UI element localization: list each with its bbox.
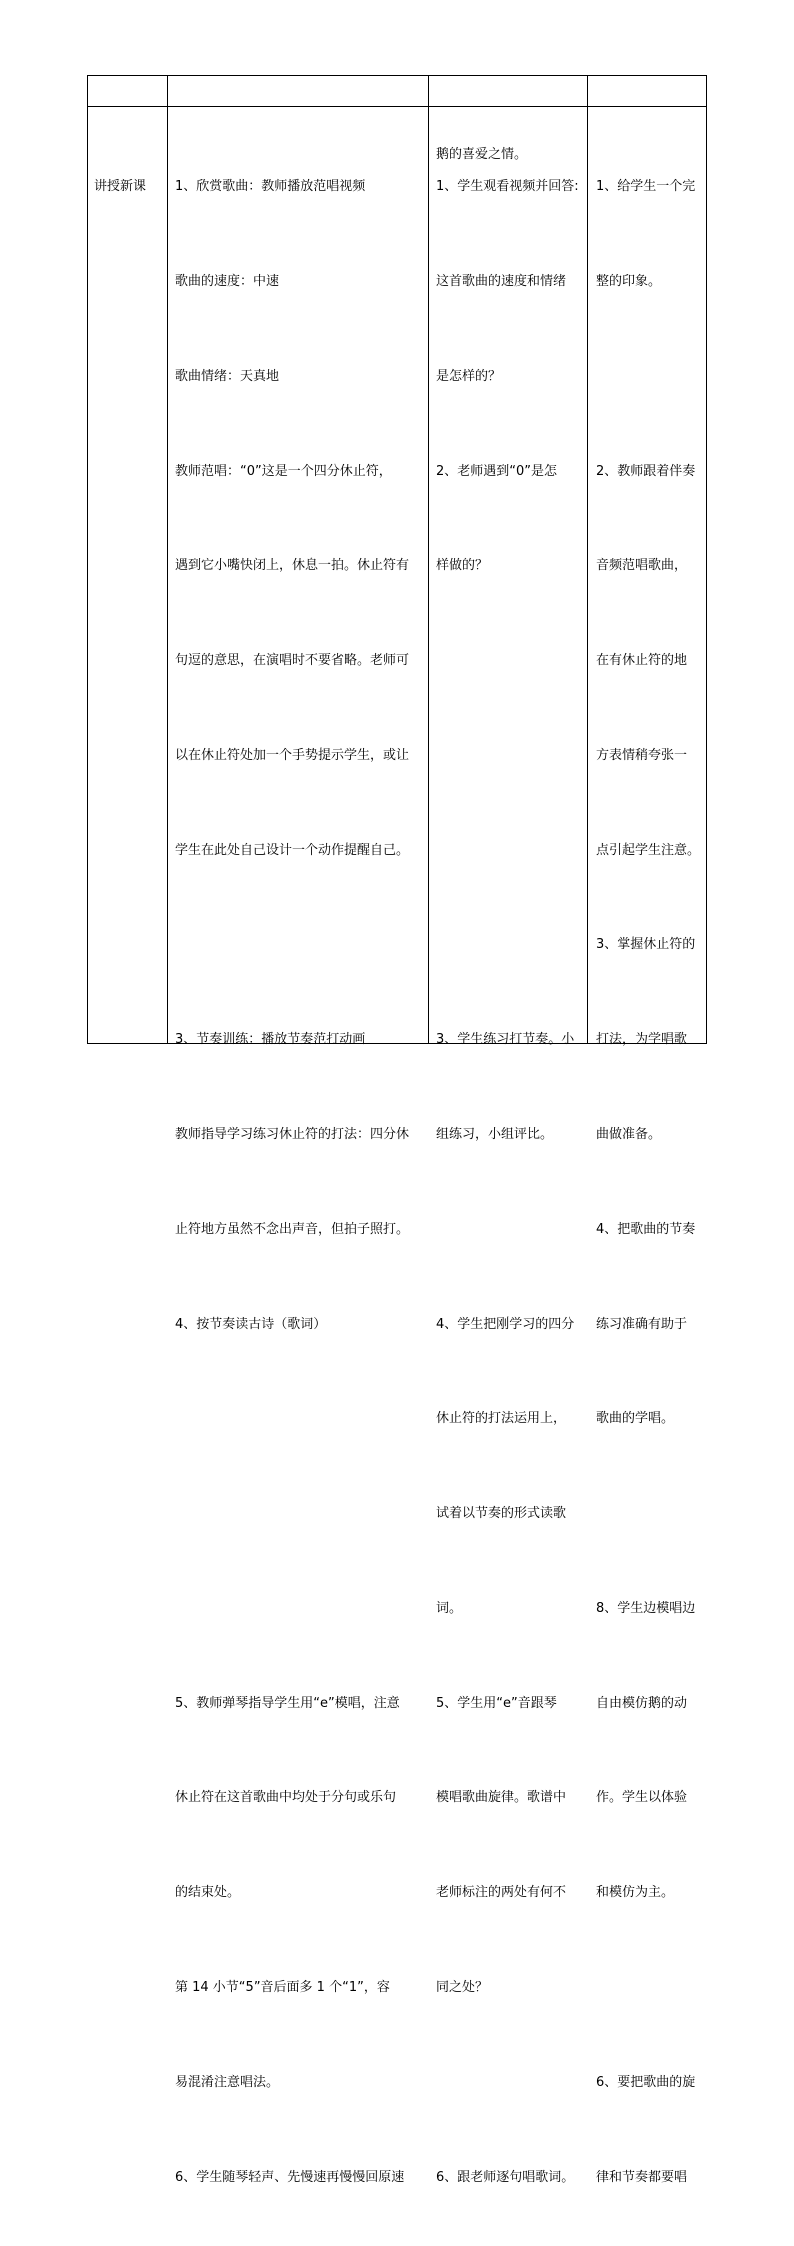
student-line: 老师标注的两处有何不 — [436, 1885, 567, 1901]
teacher-line: 止符地方虽然不念出声音，但拍子照打。 — [175, 1221, 410, 1237]
student-line: 4、学生把刚学习的四分 — [436, 1316, 575, 1332]
teacher-line: 学生在此处自己设计一个动作提醒自己。 — [175, 842, 410, 858]
student-line — [436, 645, 579, 677]
student-line: 1、学生观看视频并回答: — [436, 179, 579, 195]
teacher-line — [175, 1403, 409, 1435]
column-divider-3 — [587, 75, 588, 1044]
purpose-line: 6、要把歌曲的旋 — [596, 2074, 696, 2090]
teacher-line: 以在休止符处加一个手势提示学生，或让 — [175, 747, 410, 763]
table-top-border — [87, 75, 707, 76]
purpose-line: 曲做准备。 — [596, 1127, 662, 1142]
teacher-line: 教师指导学习练习休止符的打法：四分休 — [175, 1127, 410, 1142]
purpose-line: 打法，为学唱歌 — [596, 1032, 688, 1048]
teacher-line — [175, 1593, 409, 1625]
teacher-line: 休止符在这首歌曲中均处于分句或乐句 — [175, 1790, 397, 1806]
student-line: 样做的？ — [436, 558, 489, 574]
purpose-line: 4、把歌曲的节奏 — [596, 1221, 696, 1237]
purpose-line: 在有休止符的地 — [596, 653, 688, 669]
purpose-line: 律和节奏都要唱 — [596, 2169, 688, 2185]
purpose-line: 和模仿为主。 — [596, 1885, 675, 1901]
student-line — [436, 2067, 579, 2099]
teacher-line: 第 14 小节“5”音后面多 1 个“1”，容 — [175, 1980, 390, 1996]
student-line — [436, 1214, 579, 1246]
purpose-line: 整的印象。 — [596, 273, 662, 289]
student-line: 2、老师遇到“0”是怎 — [436, 463, 558, 479]
teacher-line: 6、学生随琴轻声、先慢速再慢慢回原速 — [175, 2169, 405, 2185]
table-right-border — [706, 75, 707, 1044]
purpose-line: 3、掌握休止符的 — [596, 937, 696, 953]
teacher-line: 5、教师弹琴指导学生用“e”模唱，注意 — [175, 1695, 400, 1711]
teacher-line: 1、欣赏歌曲：教师播放范唱视频 — [175, 179, 366, 195]
purpose-line — [596, 1972, 700, 2004]
student-line: 试着以节奏的形式读歌 — [436, 1506, 567, 1522]
teacher-line — [175, 929, 409, 961]
student-line: 休止符的打法运用上， — [436, 1411, 567, 1427]
student-line — [436, 929, 579, 961]
column-divider-2 — [428, 75, 429, 1044]
student-line: 同之处？ — [436, 1980, 489, 1996]
teacher-line: 易混淆注意唱法。 — [175, 2074, 280, 2090]
teacher-line: 歌曲的速度：中速 — [175, 273, 280, 289]
teacher-line: 句逗的意思，在演唱时不要省略。老师可 — [175, 653, 410, 669]
table-left-border — [87, 75, 88, 1044]
student-line: 是怎样的？ — [436, 368, 502, 384]
purpose-line — [596, 1498, 700, 1530]
section-label: 讲授新课 — [94, 179, 147, 195]
section-label-cell — [94, 108, 146, 266]
teacher-line: 教师范唱：“0”这是一个四分休止符， — [175, 463, 392, 479]
purpose-line: 8、学生边模唱边 — [596, 1600, 696, 1616]
student-line: 模唱歌曲旋律。歌谱中 — [436, 1790, 567, 1806]
purpose-line: 音频范唱歌曲， — [596, 558, 688, 574]
student-line: 5、学生用“e”音跟琴 — [436, 1695, 557, 1711]
cell-text: 鹅的喜爱之情。 — [436, 147, 528, 163]
student-line — [436, 740, 579, 772]
teacher-line: 3、节奏训练：播放节奏范打动画 — [175, 1032, 366, 1048]
student-line: 3、学生练习打节奏。小 — [436, 1032, 575, 1048]
teacher-line — [175, 1498, 409, 1530]
student-activity-cell — [436, 108, 579, 2246]
teacher-line: 遇到它小嘴快闭上，休息一拍。休止符有 — [175, 558, 410, 574]
purpose-line: 自由模仿鹅的动 — [596, 1695, 688, 1711]
purpose-line: 点引起学生注意。 — [596, 842, 701, 858]
student-line: 组练习，小组评比。 — [436, 1127, 554, 1142]
student-line: 词。 — [436, 1600, 463, 1616]
teacher-line: 歌曲情绪：天真地 — [175, 368, 280, 384]
purpose-line: 1、给学生一个完 — [596, 179, 696, 195]
purpose-line: 2、教师跟着伴奏 — [596, 463, 696, 479]
purpose-line — [596, 361, 700, 393]
student-line — [436, 835, 579, 867]
purpose-line: 歌曲的学唱。 — [596, 1411, 675, 1427]
teacher-line: 的结束处。 — [175, 1885, 241, 1901]
teacher-line: 4、按节奏读古诗（歌词） — [175, 1316, 327, 1332]
column-divider-1 — [167, 75, 168, 1044]
student-line: 这首歌曲的速度和情绪 — [436, 273, 567, 289]
purpose-line: 练习准确有助于 — [596, 1316, 688, 1332]
purpose-line: 方表情稍夸张一 — [596, 747, 688, 763]
teacher-activity-cell — [175, 108, 409, 2246]
design-purpose-cell — [596, 108, 700, 2246]
student-line: 6、跟老师逐句唱歌词。 — [436, 2169, 575, 2185]
row-divider — [87, 106, 707, 107]
purpose-line: 作。学生以体验 — [596, 1790, 688, 1806]
